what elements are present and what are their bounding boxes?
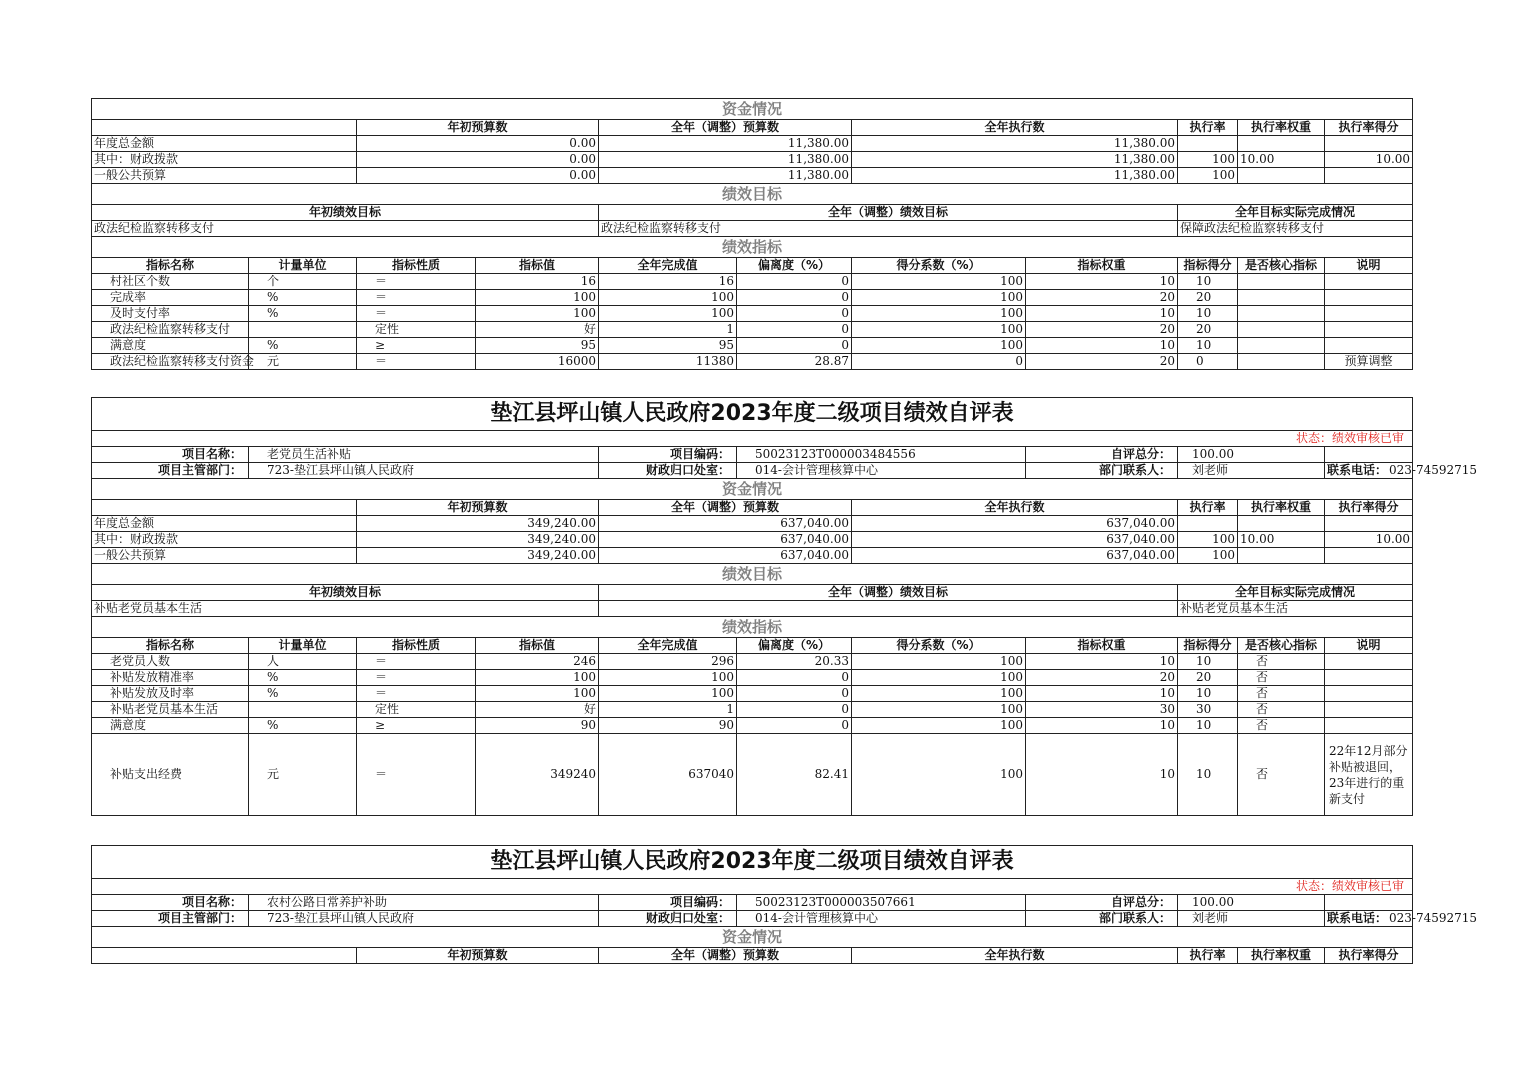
- col-exec-rate: 执行率: [1178, 120, 1238, 136]
- funds-section-header: 资金情况: [92, 479, 1413, 500]
- form-title: 垫江县坪山镇人民政府2023年度二级项目绩效自评表: [92, 398, 1413, 431]
- funds-row-fiscal: 其中：财政拨款 0.00 11,380.00 11,380.00 100 10.00 10.00: [92, 152, 1413, 168]
- dept-value: 723-垫江县坪山镇人民政府: [249, 911, 599, 927]
- indicator-row: 老党员人数 人 ＝ 246 296 20.33 100 10 10 否: [92, 654, 1413, 670]
- goals-section-header: 绩效目标: [92, 184, 1413, 205]
- phone-value: 023-74592715: [1389, 463, 1478, 477]
- section2-table: [91, 397, 1478, 816]
- funds-row-public: 一般公共预算 349,240.00 637,040.00 637,040.00 100: [92, 548, 1413, 564]
- finance-office-value: 014-会计管理核算中心: [737, 911, 1026, 927]
- self-score-value: 100.00: [1178, 895, 1325, 911]
- section3-table: [91, 845, 1478, 964]
- section1-table: [91, 98, 1413, 370]
- indicator-row: 补贴老党员基本生活 定性 好 1 0 100 30 30 否: [92, 702, 1413, 718]
- finance-office-value: 014-会计管理核算中心: [737, 463, 1026, 479]
- form-title: 垫江县坪山镇人民政府2023年度二级项目绩效自评表: [92, 846, 1413, 879]
- project-name-value: 农村公路日常养护补助: [249, 895, 599, 911]
- project-code-value: 50023123T000003484556: [737, 447, 1026, 463]
- phone-cell: 联系电话： 023-74592715: [1325, 463, 1413, 479]
- goals-section-header: 绩效目标: [92, 564, 1413, 585]
- funds-row-total: 年度总金额 0.00 11,380.00 11,380.00: [92, 136, 1413, 152]
- funds-section-header: 资金情况: [92, 99, 1413, 120]
- indicator-row: 补贴发放精准率 % ＝ 100 100 0 100 20 20 否: [92, 670, 1413, 686]
- funds-header-row: 年初预算数 全年（调整）预算数 全年执行数 执行率 执行率权重 执行率得分: [92, 500, 1413, 516]
- indicator-row: 政法纪检监察转移支付 定性 好 1 0 100 20 20: [92, 322, 1413, 338]
- note-text: 22年12月部分补贴被退回，23年进行的重新支付: [1325, 734, 1413, 816]
- phone-value: 023-74592715: [1389, 911, 1478, 925]
- indicators-section-header: 绩效指标: [92, 237, 1413, 258]
- indicator-row: 补贴支出经费 元 ＝ 349240 637040 82.41 100 10 10 否 22年12月部分补贴被退回，23年进行的重新支付: [92, 734, 1413, 816]
- funds-row-public: 一般公共预算 0.00 11,380.00 11,380.00 100: [92, 168, 1413, 184]
- contact-value: 刘老师: [1178, 463, 1325, 479]
- col-init-budget: 年初预算数: [357, 120, 599, 136]
- dept-info-row: 项目主管部门： 723-垫江县坪山镇人民政府 财政归口处室： 014-会计管理核算中心 部门联系人： 刘老师 联系电话： 023-74592715: [92, 911, 1413, 927]
- self-score-value: 100.00: [1178, 447, 1325, 463]
- project-info-row: 项目名称： 农村公路日常养护补助 项目编码： 50023123T000003507661 自评总分： 100.00: [92, 895, 1413, 911]
- project-info-row: 项目名称： 老党员生活补贴 项目编码： 50023123T000003484556 自评总分： 100.00: [92, 447, 1413, 463]
- indicator-row: 及时支付率 % ＝ 100 100 0 100 10 10: [92, 306, 1413, 322]
- col-executed: 全年执行数: [852, 120, 1178, 136]
- project-code-value: 50023123T000003507661: [737, 895, 1026, 911]
- status-badge: 状态：绩效审核已审: [92, 431, 1413, 447]
- goals-row: 补贴老党员基本生活 补贴老党员基本生活: [92, 601, 1413, 617]
- funds-header-row: [92, 120, 1413, 136]
- goals-header-row: 年初绩效目标 全年（调整）绩效目标 全年目标实际完成情况: [92, 585, 1413, 601]
- dept-info-row: 项目主管部门： 723-垫江县坪山镇人民政府 财政归口处室： 014-会计管理核算中心 部门联系人： 刘老师 联系电话： 023-74592715: [92, 463, 1413, 479]
- indicators-section-header: 绩效指标: [92, 617, 1413, 638]
- indicator-row: 村社区个数 个 ＝ 16 16 0 100 10 10: [92, 274, 1413, 290]
- funds-section-header: 资金情况: [92, 927, 1413, 948]
- indicators-header-row: 指标名称 计量单位 指标性质 指标值 全年完成值 偏离度（%） 得分系数（%） 指标权重 指标得分 是否核心指标 说明: [92, 638, 1413, 654]
- indicator-row: 补贴发放及时率 % ＝ 100 100 0 100 10 10 否: [92, 686, 1413, 702]
- indicator-row: 满意度 % ≥ 90 90 0 100 10 10 否: [92, 718, 1413, 734]
- funds-row-total: 年度总金额 349,240.00 637,040.00 637,040.00: [92, 516, 1413, 532]
- indicator-row: 满意度 % ≥ 95 95 0 100 10 10: [92, 338, 1413, 354]
- col-exec-score: 执行率得分: [1325, 120, 1413, 136]
- indicator-row: 政法纪检监察转移支付资金 元 ＝ 16000 11380 28.87 0 20 0 预算调整: [92, 354, 1413, 370]
- col-exec-weight: 执行率权重: [1238, 120, 1325, 136]
- funds-row-fiscal: 其中：财政拨款 349,240.00 637,040.00 637,040.00 100 10.00 10.00: [92, 532, 1413, 548]
- status-badge: 状态：绩效审核已审: [92, 879, 1413, 895]
- col-adjusted-budget: 全年（调整）预算数: [599, 120, 852, 136]
- goals-row: 政法纪检监察转移支付 政法纪检监察转移支付 保障政法纪检监察转移支付: [92, 221, 1413, 237]
- indicators-header-row: 指标名称 计量单位 指标性质 指标值 全年完成值 偏离度（%） 得分系数（%） 指标权重 指标得分 是否核心指标 说明: [92, 258, 1413, 274]
- dept-value: 723-垫江县坪山镇人民政府: [249, 463, 599, 479]
- indicator-row: 完成率 % ＝ 100 100 0 100 20 20: [92, 290, 1413, 306]
- project-name-value: 老党员生活补贴: [249, 447, 599, 463]
- contact-value: 刘老师: [1178, 911, 1325, 927]
- goals-header-row: 年初绩效目标 全年（调整）绩效目标 全年目标实际完成情况: [92, 205, 1413, 221]
- funds-header-row: 年初预算数 全年（调整）预算数 全年执行数 执行率 执行率权重 执行率得分: [92, 948, 1413, 964]
- phone-cell: 联系电话： 023-74592715: [1325, 911, 1413, 927]
